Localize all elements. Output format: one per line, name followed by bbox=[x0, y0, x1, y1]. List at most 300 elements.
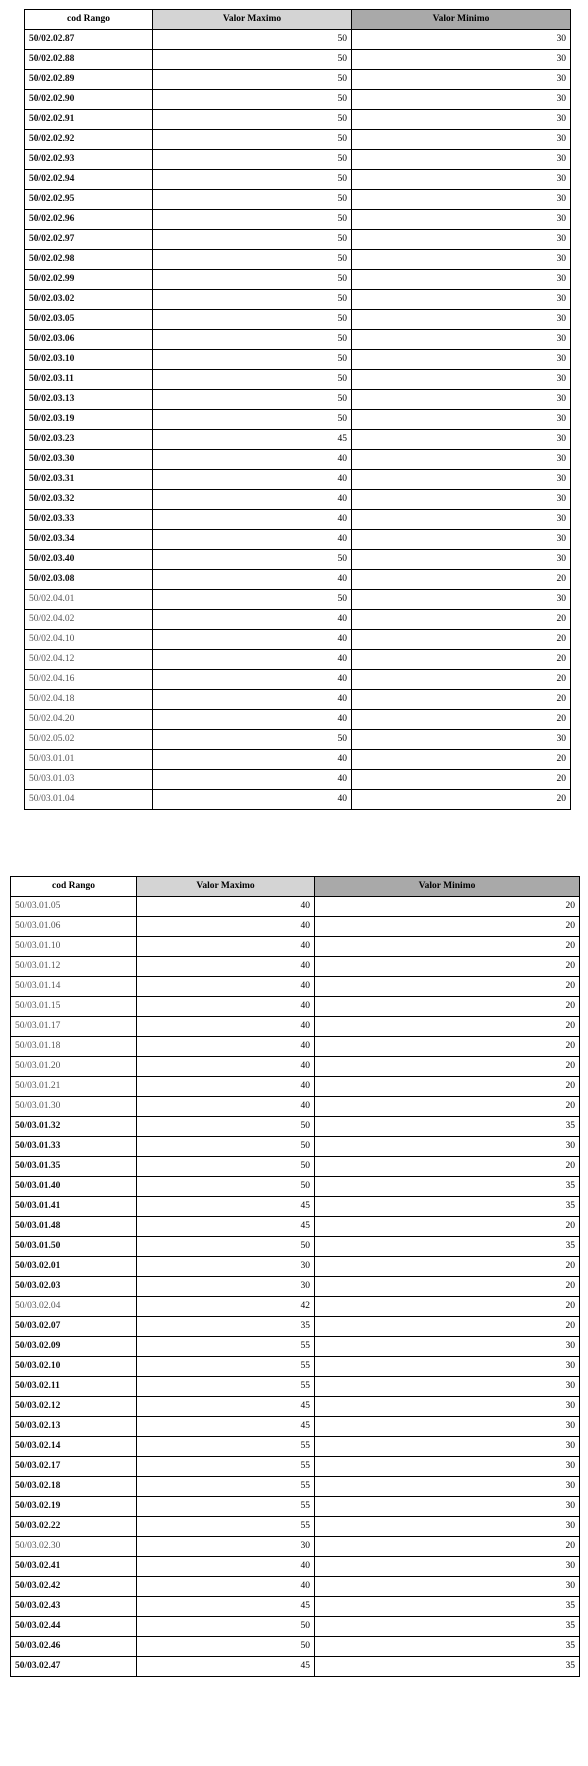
cell-cod-rango: 50/03.02.18 bbox=[11, 1477, 137, 1497]
cell-valor-maximo: 50 bbox=[153, 390, 352, 410]
table-row bbox=[11, 1437, 580, 1457]
table-row bbox=[11, 1377, 580, 1397]
cell-cod-rango: 50/03.01.18 bbox=[11, 1037, 137, 1057]
cell-cod-rango: 50/03.02.09 bbox=[11, 1337, 137, 1357]
cell-valor-minimo: 20 bbox=[315, 1037, 580, 1057]
cell-valor-maximo: 35 bbox=[137, 1317, 315, 1337]
range-table-1 bbox=[24, 9, 571, 810]
table-row bbox=[25, 790, 571, 810]
cell-valor-maximo: 50 bbox=[153, 350, 352, 370]
cell-valor-maximo: 40 bbox=[137, 1557, 315, 1577]
cell-valor-maximo: 50 bbox=[153, 150, 352, 170]
cell-valor-minimo: 30 bbox=[352, 30, 571, 50]
table-row bbox=[11, 977, 580, 997]
cell-valor-maximo: 30 bbox=[137, 1277, 315, 1297]
table-row bbox=[25, 390, 571, 410]
cell-valor-minimo: 30 bbox=[315, 1337, 580, 1357]
table-row bbox=[11, 1617, 580, 1637]
table-row bbox=[25, 650, 571, 670]
cell-cod-rango: 50/03.02.41 bbox=[11, 1557, 137, 1577]
cell-cod-rango: 50/02.03.33 bbox=[25, 510, 153, 530]
cell-valor-maximo: 50 bbox=[153, 410, 352, 430]
cell-valor-maximo: 50 bbox=[137, 1237, 315, 1257]
cell-cod-rango: 50/02.03.32 bbox=[25, 490, 153, 510]
cell-valor-maximo: 50 bbox=[153, 250, 352, 270]
table-row bbox=[11, 1117, 580, 1137]
table-row bbox=[25, 350, 571, 370]
cell-cod-rango: 50/02.02.91 bbox=[25, 110, 153, 130]
cell-valor-maximo: 45 bbox=[137, 1217, 315, 1237]
cell-cod-rango: 50/02.03.06 bbox=[25, 330, 153, 350]
cell-valor-minimo: 20 bbox=[352, 750, 571, 770]
cell-cod-rango: 50/03.02.43 bbox=[11, 1597, 137, 1617]
cell-valor-minimo: 20 bbox=[352, 790, 571, 810]
cell-valor-maximo: 40 bbox=[153, 710, 352, 730]
cell-valor-minimo: 20 bbox=[352, 610, 571, 630]
cell-cod-rango: 50/03.01.20 bbox=[11, 1057, 137, 1077]
cell-valor-maximo: 50 bbox=[153, 270, 352, 290]
cell-valor-minimo: 30 bbox=[315, 1457, 580, 1477]
cell-valor-minimo: 30 bbox=[352, 90, 571, 110]
cell-valor-minimo: 30 bbox=[352, 170, 571, 190]
cell-valor-minimo: 30 bbox=[352, 130, 571, 150]
cell-valor-minimo: 20 bbox=[352, 770, 571, 790]
cell-valor-minimo: 20 bbox=[315, 957, 580, 977]
cell-valor-minimo: 30 bbox=[315, 1577, 580, 1597]
cell-valor-maximo: 50 bbox=[153, 30, 352, 50]
cell-valor-maximo: 50 bbox=[153, 110, 352, 130]
cell-cod-rango: 50/02.02.97 bbox=[25, 230, 153, 250]
cell-valor-maximo: 50 bbox=[137, 1617, 315, 1637]
table-row bbox=[11, 1517, 580, 1537]
cell-cod-rango: 50/02.03.08 bbox=[25, 570, 153, 590]
cell-valor-maximo: 40 bbox=[153, 790, 352, 810]
cell-cod-rango: 50/03.02.01 bbox=[11, 1257, 137, 1277]
cell-cod-rango: 50/02.04.10 bbox=[25, 630, 153, 650]
cell-cod-rango: 50/03.01.33 bbox=[11, 1137, 137, 1157]
cell-valor-minimo: 30 bbox=[352, 470, 571, 490]
cell-valor-minimo: 30 bbox=[352, 70, 571, 90]
cell-valor-maximo: 50 bbox=[153, 90, 352, 110]
table-row bbox=[25, 70, 571, 90]
cell-valor-maximo: 40 bbox=[153, 770, 352, 790]
cell-valor-minimo: 30 bbox=[315, 1377, 580, 1397]
header-cod-rango: cod Rango bbox=[11, 877, 137, 897]
cell-valor-minimo: 20 bbox=[315, 1217, 580, 1237]
cell-cod-rango: 50/02.04.20 bbox=[25, 710, 153, 730]
cell-valor-maximo: 50 bbox=[153, 730, 352, 750]
cell-valor-maximo: 40 bbox=[137, 1057, 315, 1077]
table-row bbox=[25, 150, 571, 170]
cell-valor-maximo: 55 bbox=[137, 1337, 315, 1357]
table-row bbox=[25, 490, 571, 510]
cell-cod-rango: 50/02.02.87 bbox=[25, 30, 153, 50]
cell-valor-maximo: 55 bbox=[137, 1457, 315, 1477]
table-row bbox=[11, 1277, 580, 1297]
table-row bbox=[25, 730, 571, 750]
header-valor-maximo: Valor Maximo bbox=[153, 10, 352, 30]
cell-cod-rango: 50/02.02.92 bbox=[25, 130, 153, 150]
cell-valor-minimo: 30 bbox=[352, 370, 571, 390]
cell-valor-minimo: 20 bbox=[315, 1257, 580, 1277]
table-row bbox=[11, 997, 580, 1017]
cell-cod-rango: 50/03.02.17 bbox=[11, 1457, 137, 1477]
cell-cod-rango: 50/02.02.88 bbox=[25, 50, 153, 70]
cell-valor-maximo: 50 bbox=[153, 550, 352, 570]
cell-valor-maximo: 50 bbox=[153, 230, 352, 250]
table-row bbox=[25, 470, 571, 490]
cell-valor-maximo: 40 bbox=[137, 997, 315, 1017]
table-row bbox=[11, 1577, 580, 1597]
cell-cod-rango: 50/03.02.13 bbox=[11, 1417, 137, 1437]
cell-valor-maximo: 50 bbox=[153, 50, 352, 70]
cell-valor-maximo: 30 bbox=[137, 1537, 315, 1557]
cell-cod-rango: 50/03.01.40 bbox=[11, 1177, 137, 1197]
cell-valor-minimo: 20 bbox=[352, 670, 571, 690]
cell-cod-rango: 50/03.01.04 bbox=[25, 790, 153, 810]
cell-cod-rango: 50/03.02.03 bbox=[11, 1277, 137, 1297]
table-row bbox=[25, 430, 571, 450]
cell-cod-rango: 50/02.04.12 bbox=[25, 650, 153, 670]
table-row bbox=[11, 1077, 580, 1097]
cell-valor-maximo: 40 bbox=[153, 490, 352, 510]
cell-cod-rango: 50/02.02.93 bbox=[25, 150, 153, 170]
cell-valor-maximo: 40 bbox=[137, 977, 315, 997]
cell-valor-minimo: 30 bbox=[315, 1497, 580, 1517]
table-row bbox=[11, 1257, 580, 1277]
cell-valor-minimo: 35 bbox=[315, 1177, 580, 1197]
cell-cod-rango: 50/03.02.14 bbox=[11, 1437, 137, 1457]
cell-valor-minimo: 30 bbox=[352, 530, 571, 550]
cell-cod-rango: 50/02.03.11 bbox=[25, 370, 153, 390]
cell-valor-maximo: 55 bbox=[137, 1497, 315, 1517]
cell-cod-rango: 50/03.02.04 bbox=[11, 1297, 137, 1317]
cell-valor-maximo: 40 bbox=[153, 690, 352, 710]
cell-cod-rango: 50/02.02.98 bbox=[25, 250, 153, 270]
cell-valor-maximo: 40 bbox=[137, 1077, 315, 1097]
cell-valor-maximo: 55 bbox=[137, 1377, 315, 1397]
cell-valor-minimo: 30 bbox=[352, 390, 571, 410]
cell-cod-rango: 50/02.03.13 bbox=[25, 390, 153, 410]
cell-valor-maximo: 40 bbox=[137, 1577, 315, 1597]
cell-cod-rango: 50/02.03.19 bbox=[25, 410, 153, 430]
cell-cod-rango: 50/03.02.07 bbox=[11, 1317, 137, 1337]
table-row bbox=[25, 610, 571, 630]
table-row bbox=[11, 1057, 580, 1077]
cell-cod-rango: 50/03.01.03 bbox=[25, 770, 153, 790]
cell-valor-maximo: 55 bbox=[137, 1517, 315, 1537]
cell-valor-maximo: 50 bbox=[153, 170, 352, 190]
range-table-2 bbox=[10, 876, 580, 1677]
cell-valor-maximo: 30 bbox=[137, 1257, 315, 1277]
table-row bbox=[25, 250, 571, 270]
cell-valor-maximo: 50 bbox=[153, 590, 352, 610]
cell-valor-minimo: 35 bbox=[315, 1637, 580, 1657]
cell-valor-maximo: 50 bbox=[153, 370, 352, 390]
table-row bbox=[25, 670, 571, 690]
cell-valor-minimo: 20 bbox=[352, 650, 571, 670]
cell-cod-rango: 50/03.02.46 bbox=[11, 1637, 137, 1657]
table-row bbox=[25, 770, 571, 790]
cell-valor-minimo: 20 bbox=[315, 897, 580, 917]
cell-valor-minimo: 30 bbox=[352, 250, 571, 270]
cell-valor-minimo: 20 bbox=[315, 1077, 580, 1097]
cell-cod-rango: 50/03.01.12 bbox=[11, 957, 137, 977]
cell-valor-maximo: 55 bbox=[137, 1437, 315, 1457]
cell-valor-minimo: 30 bbox=[315, 1417, 580, 1437]
cell-valor-maximo: 45 bbox=[137, 1397, 315, 1417]
cell-cod-rango: 50/03.01.50 bbox=[11, 1237, 137, 1257]
cell-cod-rango: 50/03.02.22 bbox=[11, 1517, 137, 1537]
cell-valor-maximo: 45 bbox=[153, 430, 352, 450]
cell-valor-maximo: 45 bbox=[137, 1417, 315, 1437]
cell-valor-minimo: 20 bbox=[315, 1017, 580, 1037]
table-row bbox=[25, 630, 571, 650]
cell-valor-maximo: 55 bbox=[137, 1357, 315, 1377]
cell-valor-maximo: 40 bbox=[137, 937, 315, 957]
cell-cod-rango: 50/03.02.10 bbox=[11, 1357, 137, 1377]
cell-valor-minimo: 30 bbox=[352, 230, 571, 250]
cell-valor-minimo: 30 bbox=[352, 210, 571, 230]
cell-cod-rango: 50/02.02.95 bbox=[25, 190, 153, 210]
cell-valor-maximo: 40 bbox=[153, 470, 352, 490]
cell-valor-minimo: 35 bbox=[315, 1237, 580, 1257]
cell-cod-rango: 50/02.03.10 bbox=[25, 350, 153, 370]
table-row bbox=[25, 590, 571, 610]
cell-valor-maximo: 50 bbox=[137, 1157, 315, 1177]
table-row bbox=[25, 290, 571, 310]
cell-valor-maximo: 55 bbox=[137, 1477, 315, 1497]
cell-cod-rango: 50/02.03.02 bbox=[25, 290, 153, 310]
cell-valor-minimo: 30 bbox=[352, 330, 571, 350]
table-row bbox=[25, 110, 571, 130]
cell-cod-rango: 50/03.02.30 bbox=[11, 1537, 137, 1557]
table-row bbox=[11, 1417, 580, 1437]
cell-cod-rango: 50/03.02.44 bbox=[11, 1617, 137, 1637]
cell-valor-minimo: 20 bbox=[315, 1097, 580, 1117]
table-row bbox=[25, 530, 571, 550]
cell-cod-rango: 50/02.03.23 bbox=[25, 430, 153, 450]
table-header-row bbox=[25, 10, 571, 30]
cell-valor-minimo: 30 bbox=[352, 310, 571, 330]
cell-valor-minimo: 30 bbox=[352, 190, 571, 210]
cell-cod-rango: 50/02.03.05 bbox=[25, 310, 153, 330]
cell-cod-rango: 50/02.04.02 bbox=[25, 610, 153, 630]
table-body bbox=[11, 897, 580, 1677]
cell-valor-maximo: 50 bbox=[153, 70, 352, 90]
table-row bbox=[25, 50, 571, 70]
cell-valor-minimo: 30 bbox=[352, 150, 571, 170]
table-row bbox=[25, 210, 571, 230]
cell-cod-rango: 50/03.02.19 bbox=[11, 1497, 137, 1517]
table-row bbox=[11, 1457, 580, 1477]
table-row bbox=[25, 690, 571, 710]
cell-cod-rango: 50/03.02.42 bbox=[11, 1577, 137, 1597]
cell-cod-rango: 50/02.04.01 bbox=[25, 590, 153, 610]
table-row bbox=[25, 410, 571, 430]
cell-cod-rango: 50/03.01.41 bbox=[11, 1197, 137, 1217]
cell-cod-rango: 50/02.02.89 bbox=[25, 70, 153, 90]
cell-valor-minimo: 30 bbox=[352, 550, 571, 570]
table-row bbox=[11, 1397, 580, 1417]
table-row bbox=[11, 937, 580, 957]
cell-valor-maximo: 50 bbox=[153, 310, 352, 330]
cell-valor-maximo: 40 bbox=[137, 897, 315, 917]
table-row bbox=[11, 1357, 580, 1377]
cell-valor-maximo: 50 bbox=[153, 190, 352, 210]
cell-valor-maximo: 40 bbox=[153, 670, 352, 690]
table-row bbox=[25, 450, 571, 470]
table-row bbox=[11, 1137, 580, 1157]
cell-valor-minimo: 20 bbox=[315, 1317, 580, 1337]
cell-valor-minimo: 30 bbox=[352, 430, 571, 450]
cell-cod-rango: 50/02.03.40 bbox=[25, 550, 153, 570]
table-row bbox=[25, 570, 571, 590]
cell-valor-minimo: 30 bbox=[315, 1357, 580, 1377]
cell-valor-minimo: 20 bbox=[352, 710, 571, 730]
cell-cod-rango: 50/03.01.17 bbox=[11, 1017, 137, 1037]
cell-valor-maximo: 45 bbox=[137, 1657, 315, 1677]
table-row bbox=[11, 1477, 580, 1497]
cell-valor-minimo: 20 bbox=[352, 630, 571, 650]
table-body bbox=[25, 30, 571, 810]
cell-cod-rango: 50/03.01.14 bbox=[11, 977, 137, 997]
cell-valor-minimo: 20 bbox=[315, 997, 580, 1017]
cell-valor-minimo: 30 bbox=[315, 1437, 580, 1457]
cell-valor-minimo: 30 bbox=[352, 270, 571, 290]
cell-valor-minimo: 20 bbox=[315, 1157, 580, 1177]
cell-cod-rango: 50/03.01.06 bbox=[11, 917, 137, 937]
cell-valor-maximo: 40 bbox=[153, 610, 352, 630]
table-row bbox=[25, 90, 571, 110]
table-row bbox=[25, 330, 571, 350]
cell-valor-minimo: 35 bbox=[315, 1657, 580, 1677]
cell-valor-minimo: 20 bbox=[315, 1297, 580, 1317]
cell-valor-minimo: 20 bbox=[315, 977, 580, 997]
cell-valor-minimo: 30 bbox=[315, 1397, 580, 1417]
cell-cod-rango: 50/03.01.32 bbox=[11, 1117, 137, 1137]
cell-cod-rango: 50/02.05.02 bbox=[25, 730, 153, 750]
cell-cod-rango: 50/03.02.47 bbox=[11, 1657, 137, 1677]
cell-cod-rango: 50/02.02.90 bbox=[25, 90, 153, 110]
cell-valor-minimo: 20 bbox=[315, 1277, 580, 1297]
cell-valor-minimo: 30 bbox=[315, 1557, 580, 1577]
table-row bbox=[25, 510, 571, 530]
cell-valor-minimo: 30 bbox=[352, 590, 571, 610]
table-row bbox=[11, 1037, 580, 1057]
cell-valor-minimo: 35 bbox=[315, 1597, 580, 1617]
cell-cod-rango: 50/03.01.48 bbox=[11, 1217, 137, 1237]
cell-valor-minimo: 30 bbox=[315, 1137, 580, 1157]
table-row bbox=[25, 710, 571, 730]
cell-valor-minimo: 30 bbox=[352, 450, 571, 470]
cell-valor-minimo: 35 bbox=[315, 1197, 580, 1217]
cell-valor-minimo: 20 bbox=[352, 570, 571, 590]
table-row bbox=[25, 170, 571, 190]
cell-valor-maximo: 50 bbox=[153, 210, 352, 230]
cell-valor-minimo: 30 bbox=[352, 350, 571, 370]
table-row bbox=[11, 1157, 580, 1177]
cell-valor-maximo: 45 bbox=[137, 1197, 315, 1217]
cell-cod-rango: 50/02.03.30 bbox=[25, 450, 153, 470]
cell-valor-maximo: 45 bbox=[137, 1597, 315, 1617]
cell-valor-maximo: 40 bbox=[153, 450, 352, 470]
table-row bbox=[11, 1537, 580, 1557]
cell-cod-rango: 50/03.02.12 bbox=[11, 1397, 137, 1417]
cell-cod-rango: 50/03.01.35 bbox=[11, 1157, 137, 1177]
table-row bbox=[11, 1217, 580, 1237]
cell-cod-rango: 50/02.02.94 bbox=[25, 170, 153, 190]
cell-valor-maximo: 40 bbox=[153, 530, 352, 550]
table-row bbox=[11, 897, 580, 917]
cell-valor-minimo: 30 bbox=[315, 1477, 580, 1497]
table-row bbox=[25, 550, 571, 570]
header-valor-minimo: Valor Minimo bbox=[352, 10, 571, 30]
cell-cod-rango: 50/02.02.99 bbox=[25, 270, 153, 290]
cell-valor-minimo: 35 bbox=[315, 1117, 580, 1137]
cell-valor-minimo: 30 bbox=[352, 290, 571, 310]
table-row bbox=[25, 270, 571, 290]
cell-valor-minimo: 20 bbox=[315, 1537, 580, 1557]
cell-cod-rango: 50/02.03.34 bbox=[25, 530, 153, 550]
cell-valor-maximo: 40 bbox=[153, 750, 352, 770]
cell-valor-minimo: 30 bbox=[352, 490, 571, 510]
table-row bbox=[25, 370, 571, 390]
table-row bbox=[11, 917, 580, 937]
cell-cod-rango: 50/02.04.18 bbox=[25, 690, 153, 710]
table-row bbox=[25, 30, 571, 50]
cell-cod-rango: 50/03.01.15 bbox=[11, 997, 137, 1017]
cell-valor-maximo: 40 bbox=[137, 1097, 315, 1117]
table-row bbox=[25, 190, 571, 210]
cell-cod-rango: 50/02.02.96 bbox=[25, 210, 153, 230]
cell-cod-rango: 50/03.01.01 bbox=[25, 750, 153, 770]
cell-cod-rango: 50/03.01.21 bbox=[11, 1077, 137, 1097]
cell-valor-minimo: 20 bbox=[352, 690, 571, 710]
cell-valor-minimo: 30 bbox=[352, 50, 571, 70]
cell-valor-maximo: 40 bbox=[137, 917, 315, 937]
cell-valor-minimo: 30 bbox=[352, 510, 571, 530]
cell-valor-maximo: 40 bbox=[137, 957, 315, 977]
cell-cod-rango: 50/02.04.16 bbox=[25, 670, 153, 690]
table-row bbox=[11, 1177, 580, 1197]
cell-valor-maximo: 50 bbox=[137, 1137, 315, 1157]
table-row bbox=[11, 1237, 580, 1257]
cell-valor-maximo: 40 bbox=[153, 650, 352, 670]
table-row bbox=[11, 1297, 580, 1317]
table-row bbox=[25, 130, 571, 150]
table-header-row bbox=[11, 877, 580, 897]
table-row bbox=[11, 1497, 580, 1517]
cell-valor-minimo: 20 bbox=[315, 937, 580, 957]
table-row bbox=[25, 750, 571, 770]
cell-valor-maximo: 42 bbox=[137, 1297, 315, 1317]
cell-valor-minimo: 30 bbox=[352, 730, 571, 750]
table-row bbox=[11, 1337, 580, 1357]
table-row bbox=[25, 230, 571, 250]
cell-cod-rango: 50/03.01.30 bbox=[11, 1097, 137, 1117]
cell-valor-maximo: 40 bbox=[153, 630, 352, 650]
cell-valor-maximo: 40 bbox=[137, 1017, 315, 1037]
cell-valor-maximo: 50 bbox=[153, 330, 352, 350]
table-row bbox=[11, 1197, 580, 1217]
header-cod-rango: cod Rango bbox=[25, 10, 153, 30]
cell-valor-minimo: 30 bbox=[315, 1517, 580, 1537]
cell-valor-maximo: 50 bbox=[137, 1117, 315, 1137]
table-row bbox=[11, 1597, 580, 1617]
table-row bbox=[25, 310, 571, 330]
cell-valor-minimo: 20 bbox=[315, 1057, 580, 1077]
